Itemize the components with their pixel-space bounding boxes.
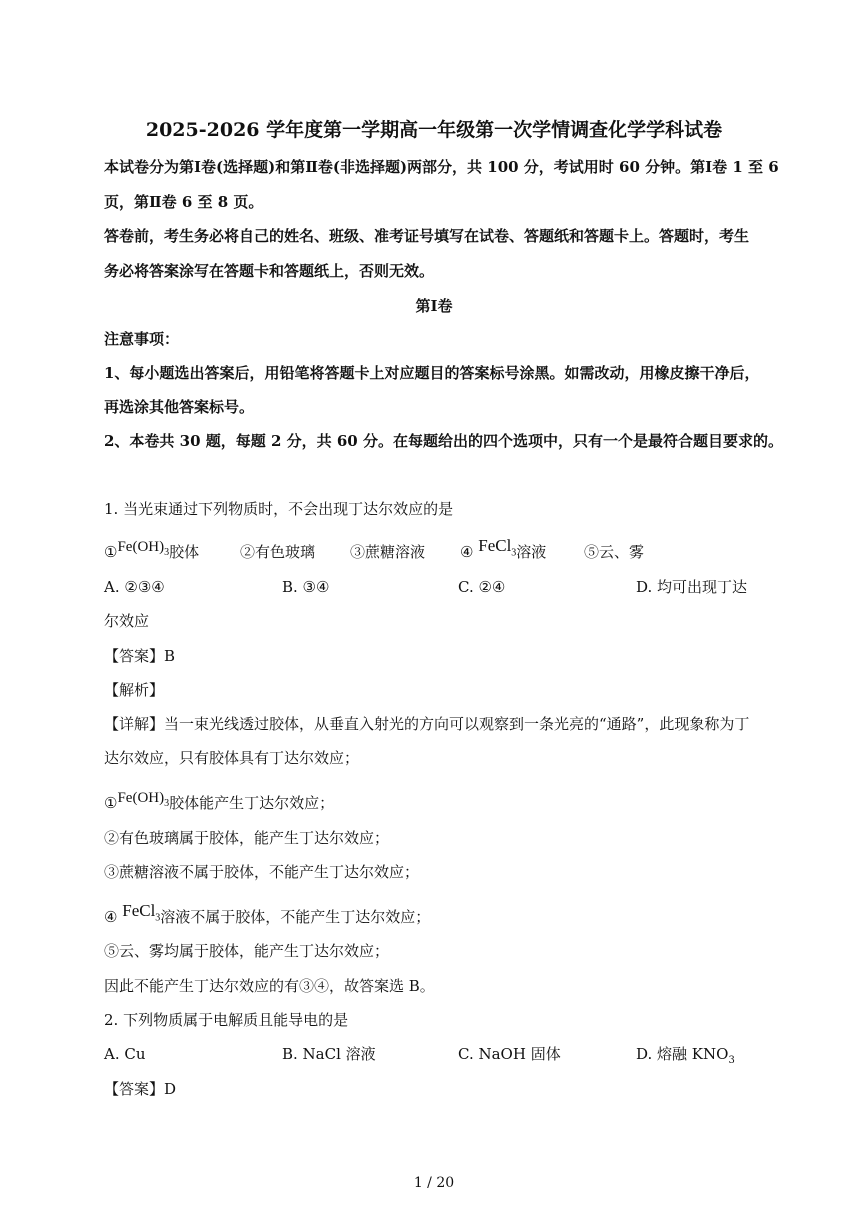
q1-detail-item-5: ⑤云、雾均属于胶体，能产生丁达尔效应； — [104, 942, 390, 960]
q2-option-a: A. Cu — [104, 1045, 146, 1063]
q2-option-b: B. NaCl 溶液 — [282, 1045, 376, 1063]
note-1-line-1: 1、每小题选出答案后，用铅笔将答题卡上对应题目的答案标号涂黑。如需改动，用橡皮擦干净后， — [104, 364, 760, 382]
formula-fecl3: FeCl$_3$ — [478, 536, 517, 559]
q1-answer: 【答案】B — [104, 647, 176, 665]
q1-detail-item-2: ②有色玻璃属于胶体，能产生丁达尔效应； — [104, 829, 390, 847]
formula-fe-oh-3: $Fe(OH)_3$ — [117, 539, 170, 558]
circled-number: ④ — [460, 543, 474, 561]
formula-fe-oh-3: $Fe(OH)_3$ — [117, 790, 170, 809]
q2-option-d: D. 熔融 $KNO_3$ — [636, 1045, 735, 1066]
q2-option-c: C. NaOH 固体 — [458, 1045, 561, 1063]
q1-detail-item-1: $①Fe(OH)_3$胶体能产生丁达尔效应； — [104, 790, 335, 812]
page-number: 1 / 20 — [413, 1175, 455, 1191]
intro-line-2: 页，第Ⅱ卷 6 至 8 页。 — [104, 193, 264, 211]
q1-item-1: $①Fe(OH)_3$胶体 — [104, 539, 200, 561]
q1-option-c: C. ②④ — [458, 578, 506, 596]
q1-option-d: D. 均可出现丁达 — [636, 578, 748, 596]
q2-answer: 【答案】D — [104, 1080, 177, 1098]
notes-heading: 注意事项： — [104, 330, 180, 348]
q1-detail-line-2: 达尔效应，只有胶体具有丁达尔效应； — [104, 749, 360, 767]
q1-option-a: A. ②③④ — [104, 578, 165, 596]
note-1-line-2: 再选涂其他答案标号。 — [104, 398, 255, 416]
intro-line-4: 务必将答案涂写在答题卡和答题纸上，否则无效。 — [104, 262, 435, 280]
q1-stem: 1. 当光束通过下列物质时，不会出现丁达尔效应的是 — [104, 500, 454, 518]
q1-option-d-cont: 尔效应 — [104, 612, 150, 630]
q1-item-2: ②有色玻璃 — [240, 543, 316, 561]
q1-option-b: B. ③④ — [282, 578, 330, 596]
intro-line-1: 本试卷分为第Ⅰ卷(选择题)和第Ⅱ卷(非选择题)两部分，共 100 分，考试用时 60 分钟。第Ⅰ卷 1 至 6 — [104, 158, 779, 176]
q1-conclusion: 因此不能产生丁达尔效应的有③④，故答案选 B。 — [104, 977, 435, 995]
q1-detail-line-1: 【详解】当一束光线透过胶体，从垂直入射光的方向可以观察到一条光亮的“通路”，此现象称为丁 — [104, 715, 750, 733]
note-2: 2、本卷共 30 题，每题 2 分，共 60 分。在每题给出的四个选项中，只有一个是最符合题目要求的。 — [104, 432, 783, 450]
circled-number: ① — [104, 543, 118, 561]
q1-item-4: ④ FeCl$_3$溶液 — [460, 536, 547, 561]
section-heading: 第Ⅰ卷 — [415, 297, 453, 315]
q1-item-3: ③蔗糖溶液 — [350, 543, 426, 561]
q1-detail-item-3: ③蔗糖溶液不属于胶体，不能产生丁达尔效应； — [104, 863, 420, 881]
q1-analysis-label: 【解析】 — [104, 681, 165, 699]
page-title: 2025-2026 学年度第一学期高一年级第一次学情调查化学学科试卷 — [145, 119, 723, 141]
q2-stem: 2. 下列物质属于电解质且能导电的是 — [104, 1011, 349, 1029]
formula-fecl3: FeCl$_3$ — [122, 901, 161, 924]
q1-detail-item-4: ④ FeCl$_3$溶液不属于胶体，不能产生丁达尔效应； — [104, 901, 431, 926]
intro-line-3: 答卷前，考生务必将自己的姓名、班级、准考证号填写在试卷、答题纸和答题卡上。答题时，考生 — [104, 227, 750, 245]
q1-item-5: ⑤云、雾 — [584, 543, 645, 561]
